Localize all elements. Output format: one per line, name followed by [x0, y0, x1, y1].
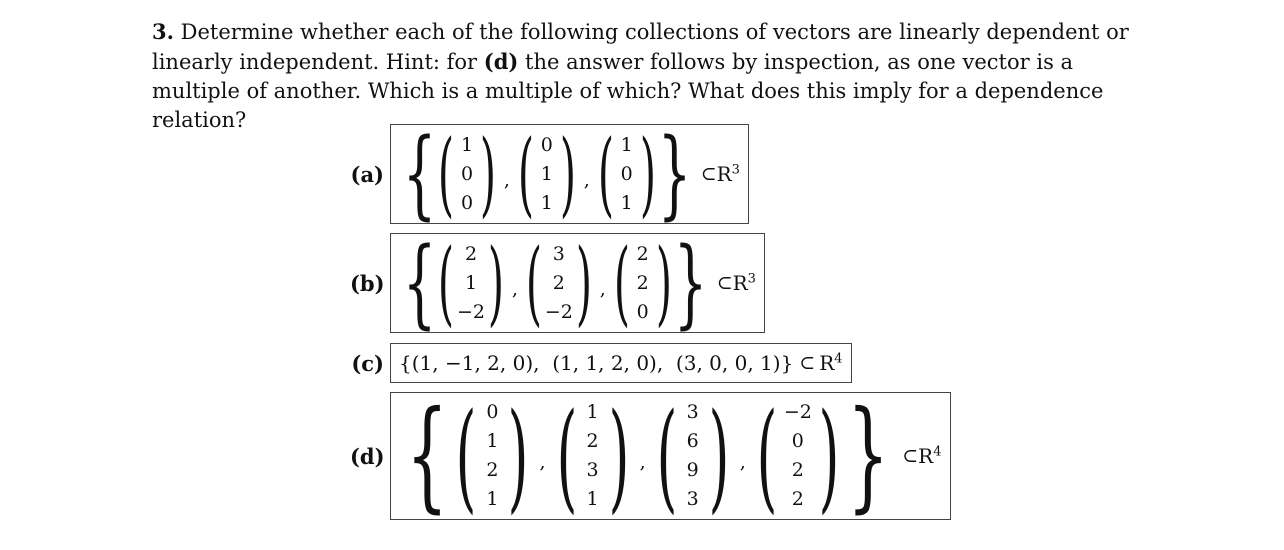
- vector-entry: 6: [686, 430, 699, 452]
- part-b-box: { ( 2 1 −2 ) , ( 3 2 −2 ) , ( 2 2 0 ) } ⊂ $R^3$: [390, 233, 765, 333]
- space-symbol: $R^3$: [732, 271, 756, 295]
- vector-entry: 1: [620, 191, 633, 214]
- close-set-brace: }: [657, 118, 691, 230]
- subset-symbol: ⊂: [716, 272, 733, 294]
- vector-entry: 1: [486, 488, 499, 510]
- part-b: [350, 227, 765, 339]
- vector-entry: 2: [586, 430, 599, 452]
- part-d-box: { ( 0 1 2 1 ) , ( 1 2 3 1 ) , ( 3 6 9 3 ) , ( −2 0 2 2 ) } ⊂ $R^4$: [390, 392, 951, 520]
- vector-entry: 1: [586, 401, 599, 423]
- part-c-label: (c): [351, 350, 384, 376]
- part-c-box: [390, 343, 852, 383]
- vector-entry: 1: [464, 271, 478, 294]
- part-a-label: (a): [350, 161, 384, 187]
- vector-entry: 2: [791, 459, 804, 481]
- vector-entry: 1: [486, 430, 499, 452]
- part-d: [350, 386, 951, 525]
- vector-entry: 2: [791, 488, 804, 510]
- vector-entry: 3: [586, 459, 599, 481]
- vector-entry: 2: [636, 242, 649, 265]
- part-c-set: {(1, −1, 2, 0), (1, 1, 2, 0), (3, 0, 0, 1)}: [399, 351, 794, 375]
- vector-entry: 0: [636, 300, 649, 323]
- vector-entry: 2: [486, 459, 499, 481]
- vector-a3: ( 1 0 1 ): [597, 120, 656, 227]
- vector-d4: ( −2 0 2 2 ): [756, 387, 840, 525]
- vector-entry: 3: [686, 401, 699, 423]
- vector-b3: ( 2 2 0 ): [613, 229, 672, 336]
- part-c: [350, 343, 852, 383]
- vector-entry: 0: [540, 133, 553, 156]
- space-symbol: $R^4$: [819, 351, 843, 375]
- vector-entry: 1: [540, 162, 553, 185]
- vector-a1: ( 1 0 0 ): [437, 120, 497, 227]
- vector-entry: 0: [460, 191, 474, 214]
- vector-entry: −2: [456, 300, 485, 323]
- vector-a2: ( 0 1 1 ): [517, 120, 576, 227]
- vector-entry: 3: [686, 488, 699, 510]
- vector-d2: ( 1 2 3 1 ): [556, 387, 629, 525]
- vector-entry: 1: [460, 133, 474, 156]
- part-a-box: { ( 1 0 0 ) , ( 0 1 1 ) , ( 1 0 1 ) } ⊂ $R^3$: [390, 124, 749, 224]
- problem-text-2: the answer follows by inspection, as one vector is a multiple of another. Which is a multiple of which? What does this imply for a dependence relation?: [152, 50, 1104, 132]
- vector-d3: ( 3 6 9 3 ): [656, 387, 730, 525]
- vector-entry: 9: [686, 459, 699, 481]
- vector-b1: ( 2 1 −2 ): [437, 229, 505, 336]
- vector-entry: 0: [460, 162, 474, 185]
- vector-d1: ( 0 1 2 1 ): [456, 387, 529, 525]
- vector-entry: 3: [552, 242, 565, 265]
- subset-symbol: ⊂: [799, 352, 816, 374]
- subset-symbol: ⊂: [902, 445, 919, 467]
- vector-entry: 1: [540, 191, 553, 214]
- vector-entry: 1: [586, 488, 599, 510]
- vector-entry: 0: [486, 401, 499, 423]
- vector-entry: 2: [464, 242, 478, 265]
- subset-symbol: ⊂: [700, 163, 717, 185]
- part-b-label: (b): [350, 270, 385, 296]
- vector-entry: −2: [783, 401, 812, 423]
- space-symbol: $R^3$: [716, 162, 740, 186]
- problem-text-1: Determine whether each of the following collections of vectors are linearly dependent or linearly independent. Hint: for: [152, 20, 1129, 74]
- part-a: [350, 118, 749, 230]
- vector-entry: 0: [791, 430, 804, 452]
- part-d-label: (d): [350, 443, 385, 469]
- problem-statement: [152, 17, 1142, 135]
- vector-entry: 0: [620, 162, 633, 185]
- hint-label: (d): [483, 49, 519, 74]
- close-set-brace: }: [847, 386, 890, 525]
- close-set-brace: }: [673, 227, 707, 339]
- vector-entry: 2: [636, 271, 649, 294]
- open-set-brace: {: [402, 227, 437, 339]
- open-set-brace: {: [402, 118, 437, 230]
- space-symbol: $R^4$: [918, 444, 942, 468]
- vector-b2: ( 3 2 −2 ): [525, 229, 592, 336]
- open-set-brace: {: [406, 386, 449, 525]
- vector-entry: 2: [552, 271, 565, 294]
- vector-entry: −2: [544, 300, 573, 323]
- problem-number: 3.: [152, 19, 174, 44]
- vector-entry: 1: [620, 133, 633, 156]
